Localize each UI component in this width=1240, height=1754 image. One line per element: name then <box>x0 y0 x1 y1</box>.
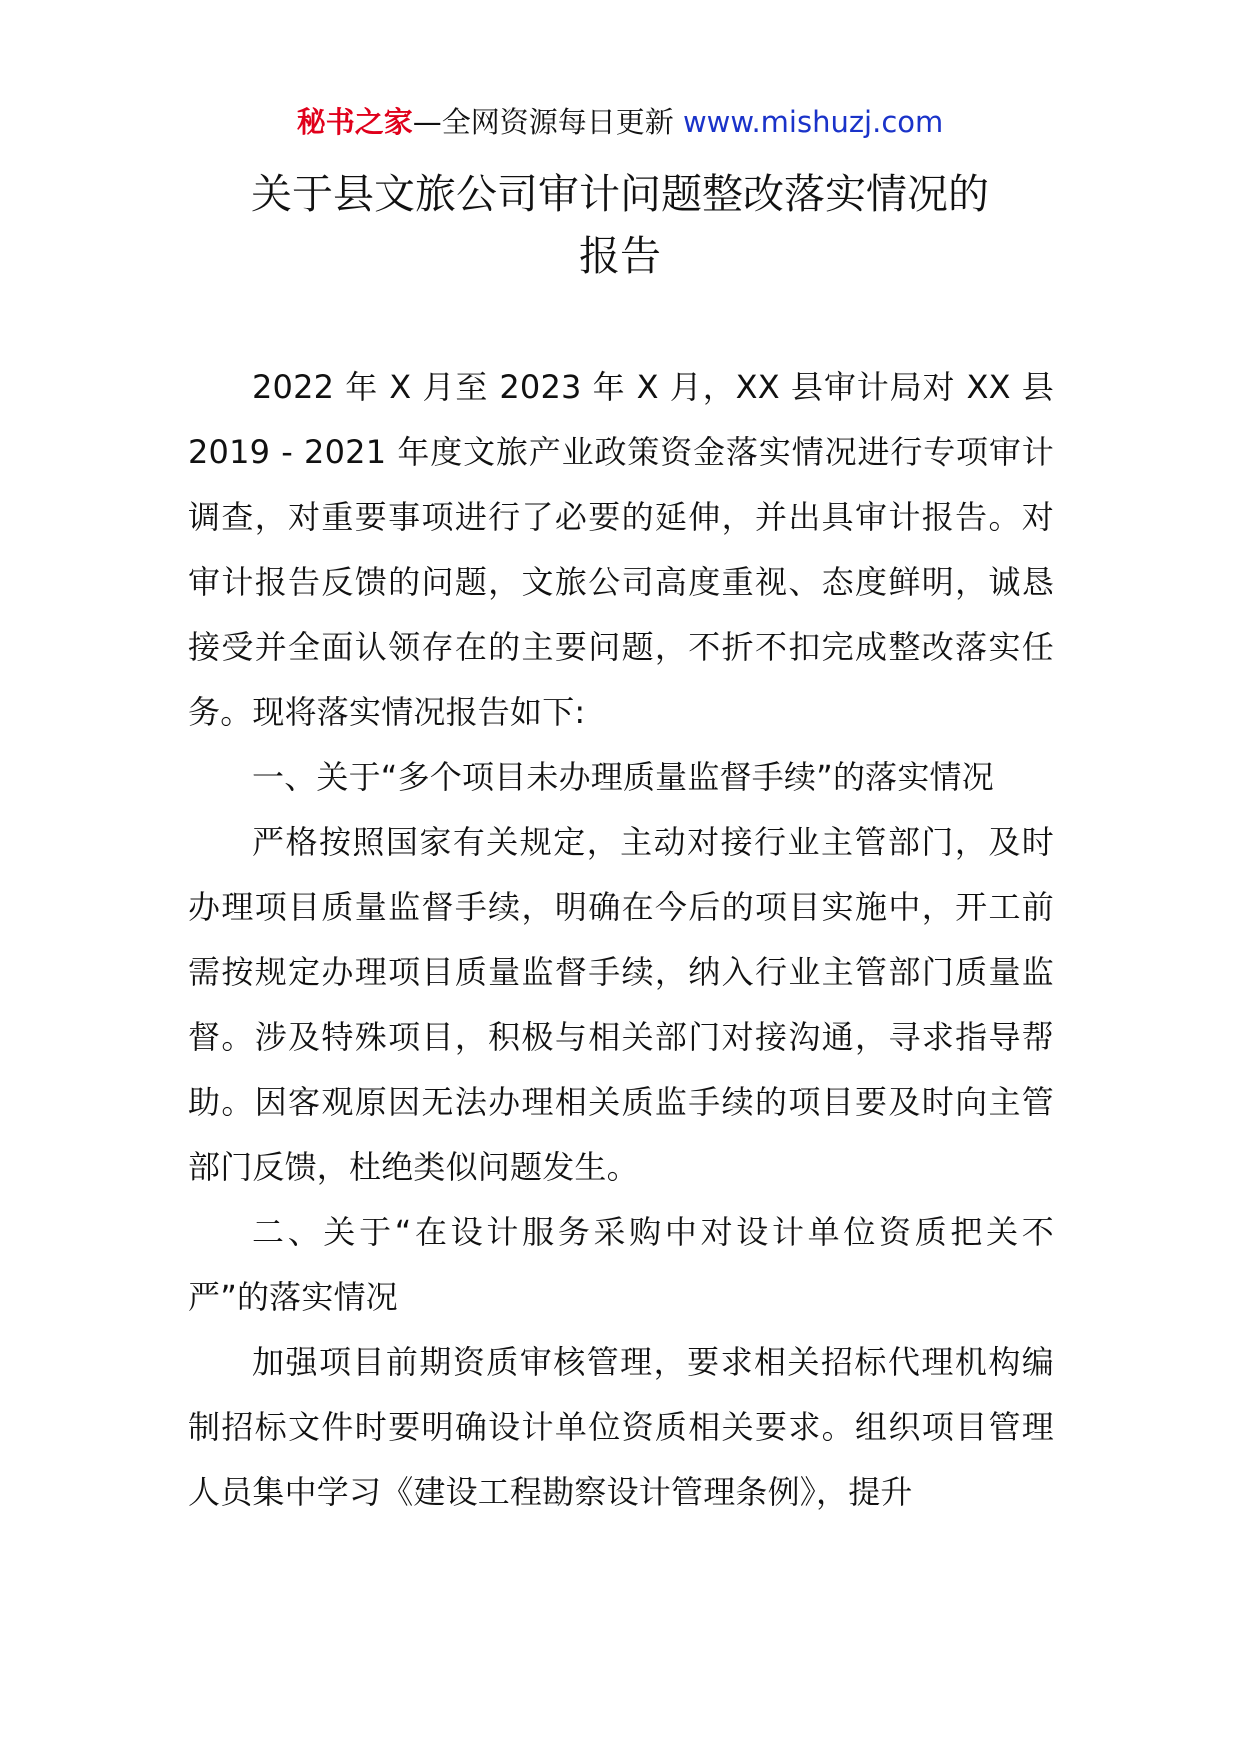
section-1-heading: 一、关于“多个项目未办理质量监督手续”的落实情况 <box>252 758 994 796</box>
section-1-paragraph: 严格按照国家有关规定，主动对接行业主管部门，及时办理项目质量监督手续，明确在今后的项目实施中，开工前需按规定办理项目质量监督手续，纳入行业主管部门质量监督。涉及特殊项目，积极与相关部门对接沟通，寻求指导帮助。因客观原因无法办理相关质监手续的项目要及时向主管部门反馈，杜绝类似问题发生。 <box>188 823 1054 1186</box>
site-header <box>0 100 1240 144</box>
document-title <box>150 163 1090 287</box>
document-title-line-1: 关于县文旅公司审计问题整改落实情况的 <box>251 170 989 218</box>
intro-paragraph: 2022 年 X 月至 2023 年 X 月，XX 县审计局对 XX 县 2019 - 2021 年度文旅产业政策资金落实情况进行专项审计调查，对重要事项进行了必要的延伸，并出具审计报告。对审计报告反馈的问题，文旅公司高度重视、态度鲜明，诚恳接受并全面认领存在的主要问题，不折不扣完成整改落实任务。现将落实情况报告如下: <box>188 368 1054 731</box>
document-body <box>188 355 1054 1525</box>
section-2-paragraph: 加强项目前期资质审核管理，要求相关招标代理机构编制招标文件时要明确设计单位资质相关要求。组织项目管理人员集中学习《建设工程勘察设计管理条例》，提升 <box>188 1343 1054 1511</box>
site-tagline: —全网资源每日更新 <box>412 105 674 139</box>
brand-name: 秘书之家 <box>296 105 413 139</box>
section-2-heading: 二、关于“在设计服务采购中对设计单位资质把关不严”的落实情况 <box>188 1213 1054 1316</box>
document-title-line-2: 报告 <box>579 232 661 280</box>
site-url-link[interactable]: www.mishuzj.com <box>682 105 944 139</box>
